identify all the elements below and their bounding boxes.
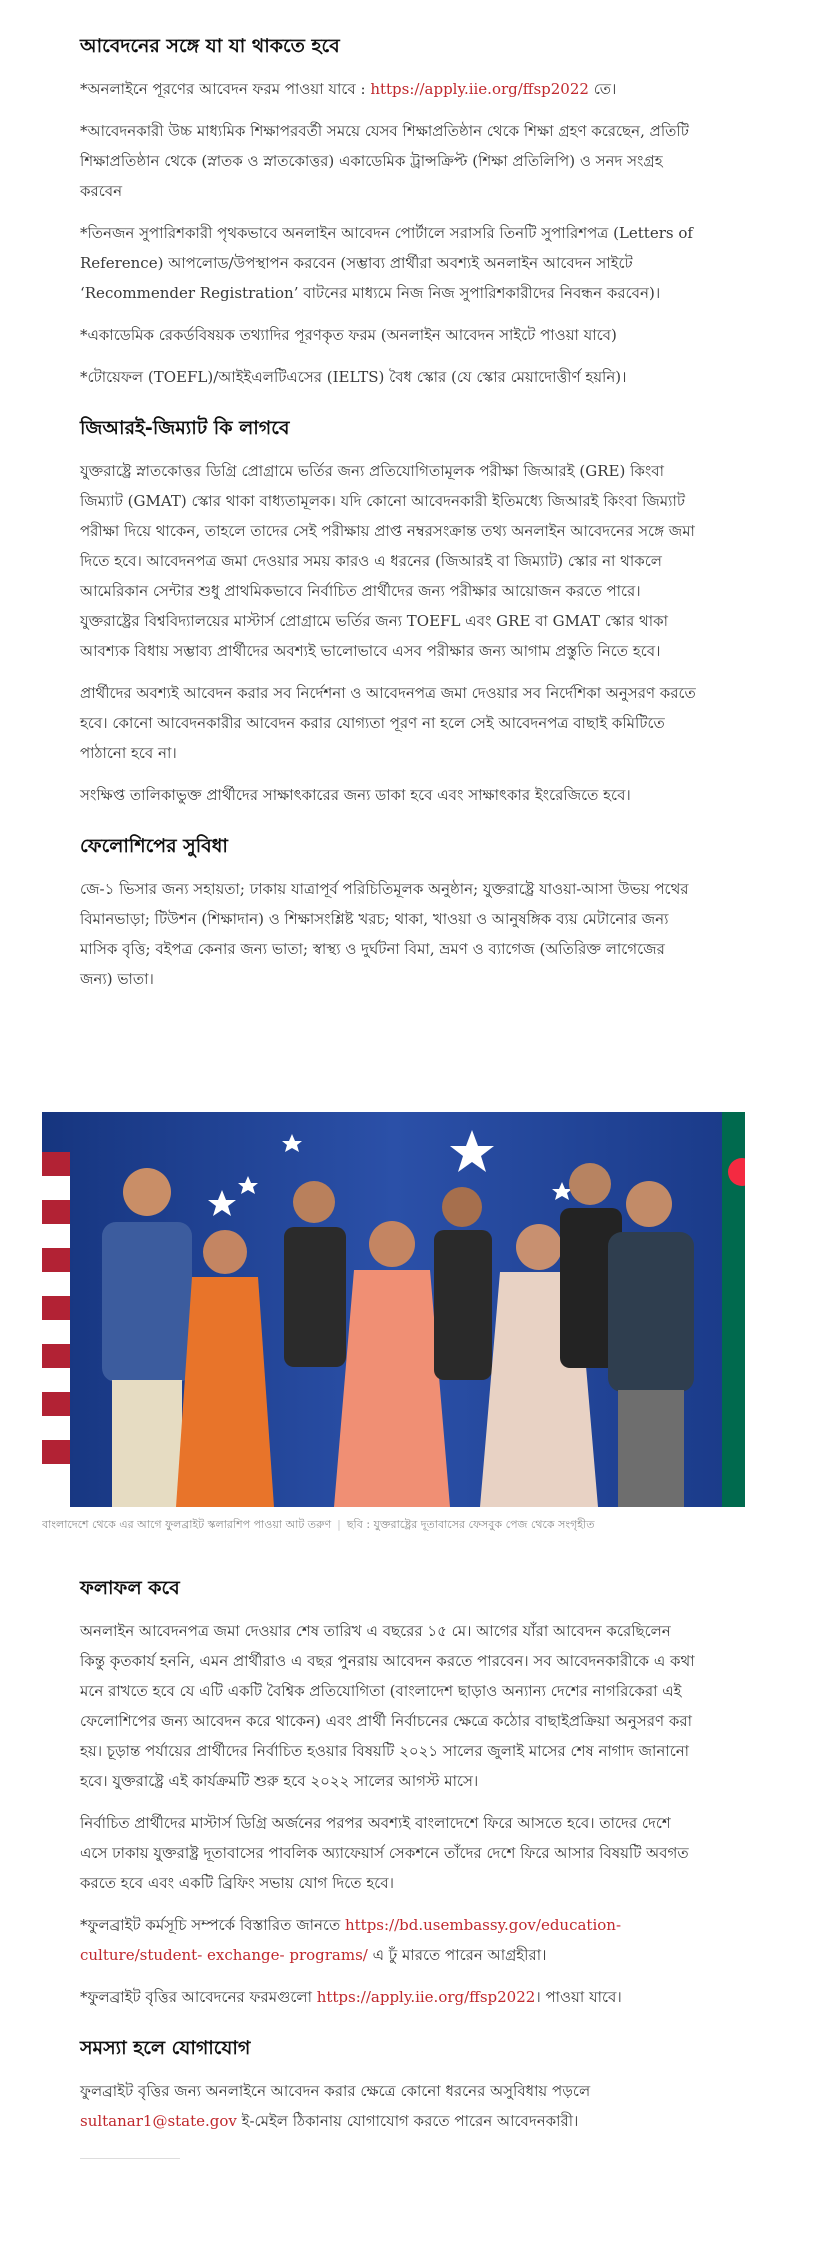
article-body-top <box>80 32 700 1016</box>
text: *অনলাইনে পূরণের আবেদন ফরম পাওয়া যাবে : <box>80 80 371 98</box>
section-heading: ফেলোশিপের সুবিধা <box>80 835 228 857</box>
section-contact <box>80 2034 700 2136</box>
paragraph <box>80 2076 700 2136</box>
text: এ ঢুঁ মারতে পারেন আগ্রহীরা। <box>367 1946 547 1964</box>
section-heading: জিআরই-জিম্যাট কি লাগবে <box>80 417 290 439</box>
section-heading: সমস্যা হলে যোগাযোগ <box>80 2037 251 2059</box>
caption-separator: | <box>337 1518 341 1531</box>
apply-form-link[interactable]: https://apply.iie.org/ffsp2022 <box>316 1988 536 2006</box>
us-flag <box>42 1152 70 1507</box>
text: ফুলব্রাইট বৃত্তির জন্য অনলাইনে আবেদন করার ক্ষেত্রে কোনো ধরনের অসুবিধায় পড়লে <box>80 2082 591 2100</box>
divider <box>80 2158 180 2159</box>
paragraph: জে-১ ভিসার জন্য সহায়তা; ঢাকায় যাত্রাপূর্ব পরিচিতিমূলক অনুষ্ঠান; যুক্তরাষ্ট্রে যাওয়া-আসা উভয় পথের বিমানভাড়া; টিউশন (শিক্ষাদান) ও শিক্ষাসংশ্লিষ্ট খরচ; থাকা, খাওয়া ও আনুষঙ্গিক ব্যয় মেটানোর জন্য মাসিক বৃত্তি; বইপত্র কেনার জন্য ভাতা; স্বাস্থ্য ও দুর্ঘটনা বিমা, ভ্রমণ ও ব্যাগেজ (অতিরিক্ত লাগেজের জন্য) ভাতা। <box>80 880 689 988</box>
paragraph: প্রার্থীদের অবশ্যই আবেদন করার সব নির্দেশনা ও আবেদনপত্র জমা দেওয়ার সব নির্দেশিকা অনুসরণ করতে হবে। কোনো আবেদনকারীর আবেদন করার যোগ্যতা পূরণ না হলে সেই আবেদনপত্র বাছাই কমিটিতে পাঠানো হবে না। <box>80 684 696 762</box>
bangladesh-flag <box>722 1112 745 1507</box>
paragraph <box>80 1982 700 2012</box>
section-application-requirements <box>80 32 700 392</box>
paragraph: *তিনজন সুপারিশকারী পৃথকভাবে অনলাইন আবেদন পোর্টালে সরাসরি তিনটি সুপারিশপত্র (Letters of Reference) আপলোড/উপস্থাপন করবেন (সম্ভাব্য প্রার্থীরা অবশ্যই অনলাইন আবেদন সাইটে ‘Recommender Registration’ বাটনের মাধ্যমে নিজ নিজ সুপারিশকারীদের নিবন্ধন করবেন)। <box>80 224 693 302</box>
article-figure <box>42 1112 745 1533</box>
section-gre-gmat <box>80 414 700 810</box>
section-results <box>80 1574 700 2012</box>
article-body-bottom <box>80 1574 700 2159</box>
paragraph <box>80 74 700 104</box>
paragraph: *একাডেমিক রেকর্ডবিষয়ক তথ্যাদির পূরণকৃত ফরম (অনলাইন আবেদন সাইটে পাওয়া যাবে) <box>80 326 617 344</box>
section-fellowship-benefits <box>80 832 700 994</box>
text: । পাওয়া যাবে। <box>535 1988 622 2006</box>
group-photo <box>42 1112 745 1507</box>
caption-text: বাংলাদেশে থেকে এর আগে ফুলব্রাইট স্কলারশিপ পাওয়া আট তরুণ <box>42 1518 332 1531</box>
text: *ফুলব্রাইট বৃত্তির আবেদনের ফরমগুলো <box>80 1988 317 2006</box>
embassy-link[interactable]: https://bd.usembassy.gov/education-culture/student- exchange- programs/ <box>80 1916 622 1964</box>
figure-caption <box>42 1517 745 1533</box>
paragraph: অনলাইন আবেদনপত্র জমা দেওয়ার শেষ তারিখ এ বছরের ১৫ মে। আগের যাঁরা আবেদন করেছিলেন কিন্তু কৃতকার্য হননি, এমন প্রার্থীরাও এ বছর পুনরায় আবেদন করতে পারবেন। সব আবেদনকারীকে এ কথা মনে রাখতে হবে যে এটি একটি বৈশ্বিক প্রতিযোগিতা (বাংলাদেশ ছাড়াও অন্যান্য দেশের নাগরিকেরা এই ফেলোশিপের জন্য আবেদন করে থাকেন) এবং প্রার্থী নির্বাচনের ক্ষেত্রে কঠোর বাছাইপ্রক্রিয়া অনুসরণ করা হয়। চূড়ান্ত পর্যায়ের প্রার্থীদের নির্বাচিত হওয়ার বিষয়টি ২০২১ সালের জুলাই মাসের শেষ নাগাদ জানানো হবে। যুক্তরাষ্ট্রে এই কার্যক্রমটি শুরু হবে ২০২২ সালের আগস্ট মাসে। <box>80 1622 695 1790</box>
text: তে। <box>588 80 617 98</box>
paragraph: যুক্তরাষ্ট্রে স্নাতকোত্তর ডিগ্রি প্রোগ্রামে ভর্তির জন্য প্রতিযোগিতামূলক পরীক্ষা জিআরই (GRE) কিংবা জিম্যাট (GMAT) স্কোর থাকা বাধ্যতামূলক। যদি কোনো আবেদনকারী ইতিমধ্যে জিআরই কিংবা জিম্যাট পরীক্ষা দিয়ে থাকেন, তাহলে তাদের সেই পরীক্ষায় প্রাপ্ত নম্বরসংক্রান্ত তথ্য অনলাইন আবেদনের সঙ্গে জমা দিতে হবে। আবেদনপত্র জমা দেওয়ার সময় কারও এ ধরনের (জিআরই বা জিম্যাট) স্কোর না থাকলে আমেরিকান সেন্টার শুধু প্রাথমিকভাবে নির্বাচিত প্রার্থীদের জন্য পরীক্ষার আয়োজন করতে পারে। যুক্তরাষ্ট্রের বিশ্ববিদ্যালয়ের মাস্টার্স প্রোগ্রামে ভর্তির জন্য TOEFL এবং GRE বা GMAT স্কোর থাকা আবশ্যক বিধায় সম্ভাব্য প্রার্থীদের অবশ্যই ভালোভাবে এসব পরীক্ষার জন্য আগাম প্রস্তুতি নিতে হবে। <box>80 462 695 660</box>
apply-link[interactable]: https://apply.iie.org/ffsp2022 <box>370 80 589 98</box>
paragraph: নির্বাচিত প্রার্থীদের মাস্টার্স ডিগ্রি অর্জনের পরপর অবশ্যই বাংলাদেশে ফিরে আসতে হবে। তাদের দেশে এসে ঢাকায় যুক্তরাষ্ট্র দূতাবাসের পাবলিক অ্যাফেয়ার্স সেকশনে তাঁদের দেশে ফিরে আসার বিষয়টি অবগত করতে হবে এবং একটি ব্রিফিং সভায় যোগ দিতে হবে। <box>80 1814 689 1892</box>
photo-credit: ছবি : যুক্তরাষ্ট্রের দূতাবাসের ফেসবুক পেজ থেকে সংগৃহীত <box>346 1518 595 1531</box>
paragraph: *আবেদনকারী উচ্চ মাধ্যমিক শিক্ষাপরবর্তী সময়ে যেসব শিক্ষাপ্রতিষ্ঠান থেকে শিক্ষা গ্রহণ করেছেন, প্রতিটি শিক্ষাপ্রতিষ্ঠান থেকে (স্নাতক ও স্নাতকোত্তর) একাডেমিক ট্রান্সক্রিপ্ট (শিক্ষা প্রতিলিপি) ও সনদ সংগ্রহ করবেন <box>80 122 689 200</box>
email-link[interactable]: sultanar1@state.gov <box>80 2112 237 2130</box>
paragraph <box>80 1910 700 1970</box>
section-heading: আবেদনের সঙ্গে যা যা থাকতে হবে <box>80 35 340 57</box>
paragraph: সংক্ষিপ্ত তালিকাভুক্ত প্রার্থীদের সাক্ষাৎকারের জন্য ডাকা হবে এবং সাক্ষাৎকার ইংরেজিতে হবে। <box>80 786 631 804</box>
text: *ফুলব্রাইট কর্মসূচি সম্পর্কে বিস্তারিত জানতে <box>80 1916 345 1934</box>
text: ই-মেইল ঠিকানায় যোগাযোগ করতে পারেন আবেদনকারী। <box>236 2112 579 2130</box>
section-heading: ফলাফল কবে <box>80 1577 180 1599</box>
paragraph: *টোয়েফল (TOEFL)/আইইএলটিএসের (IELTS) বৈধ স্কোর (যে স্কোর মেয়াদোত্তীর্ণ হয়নি)। <box>80 368 627 386</box>
